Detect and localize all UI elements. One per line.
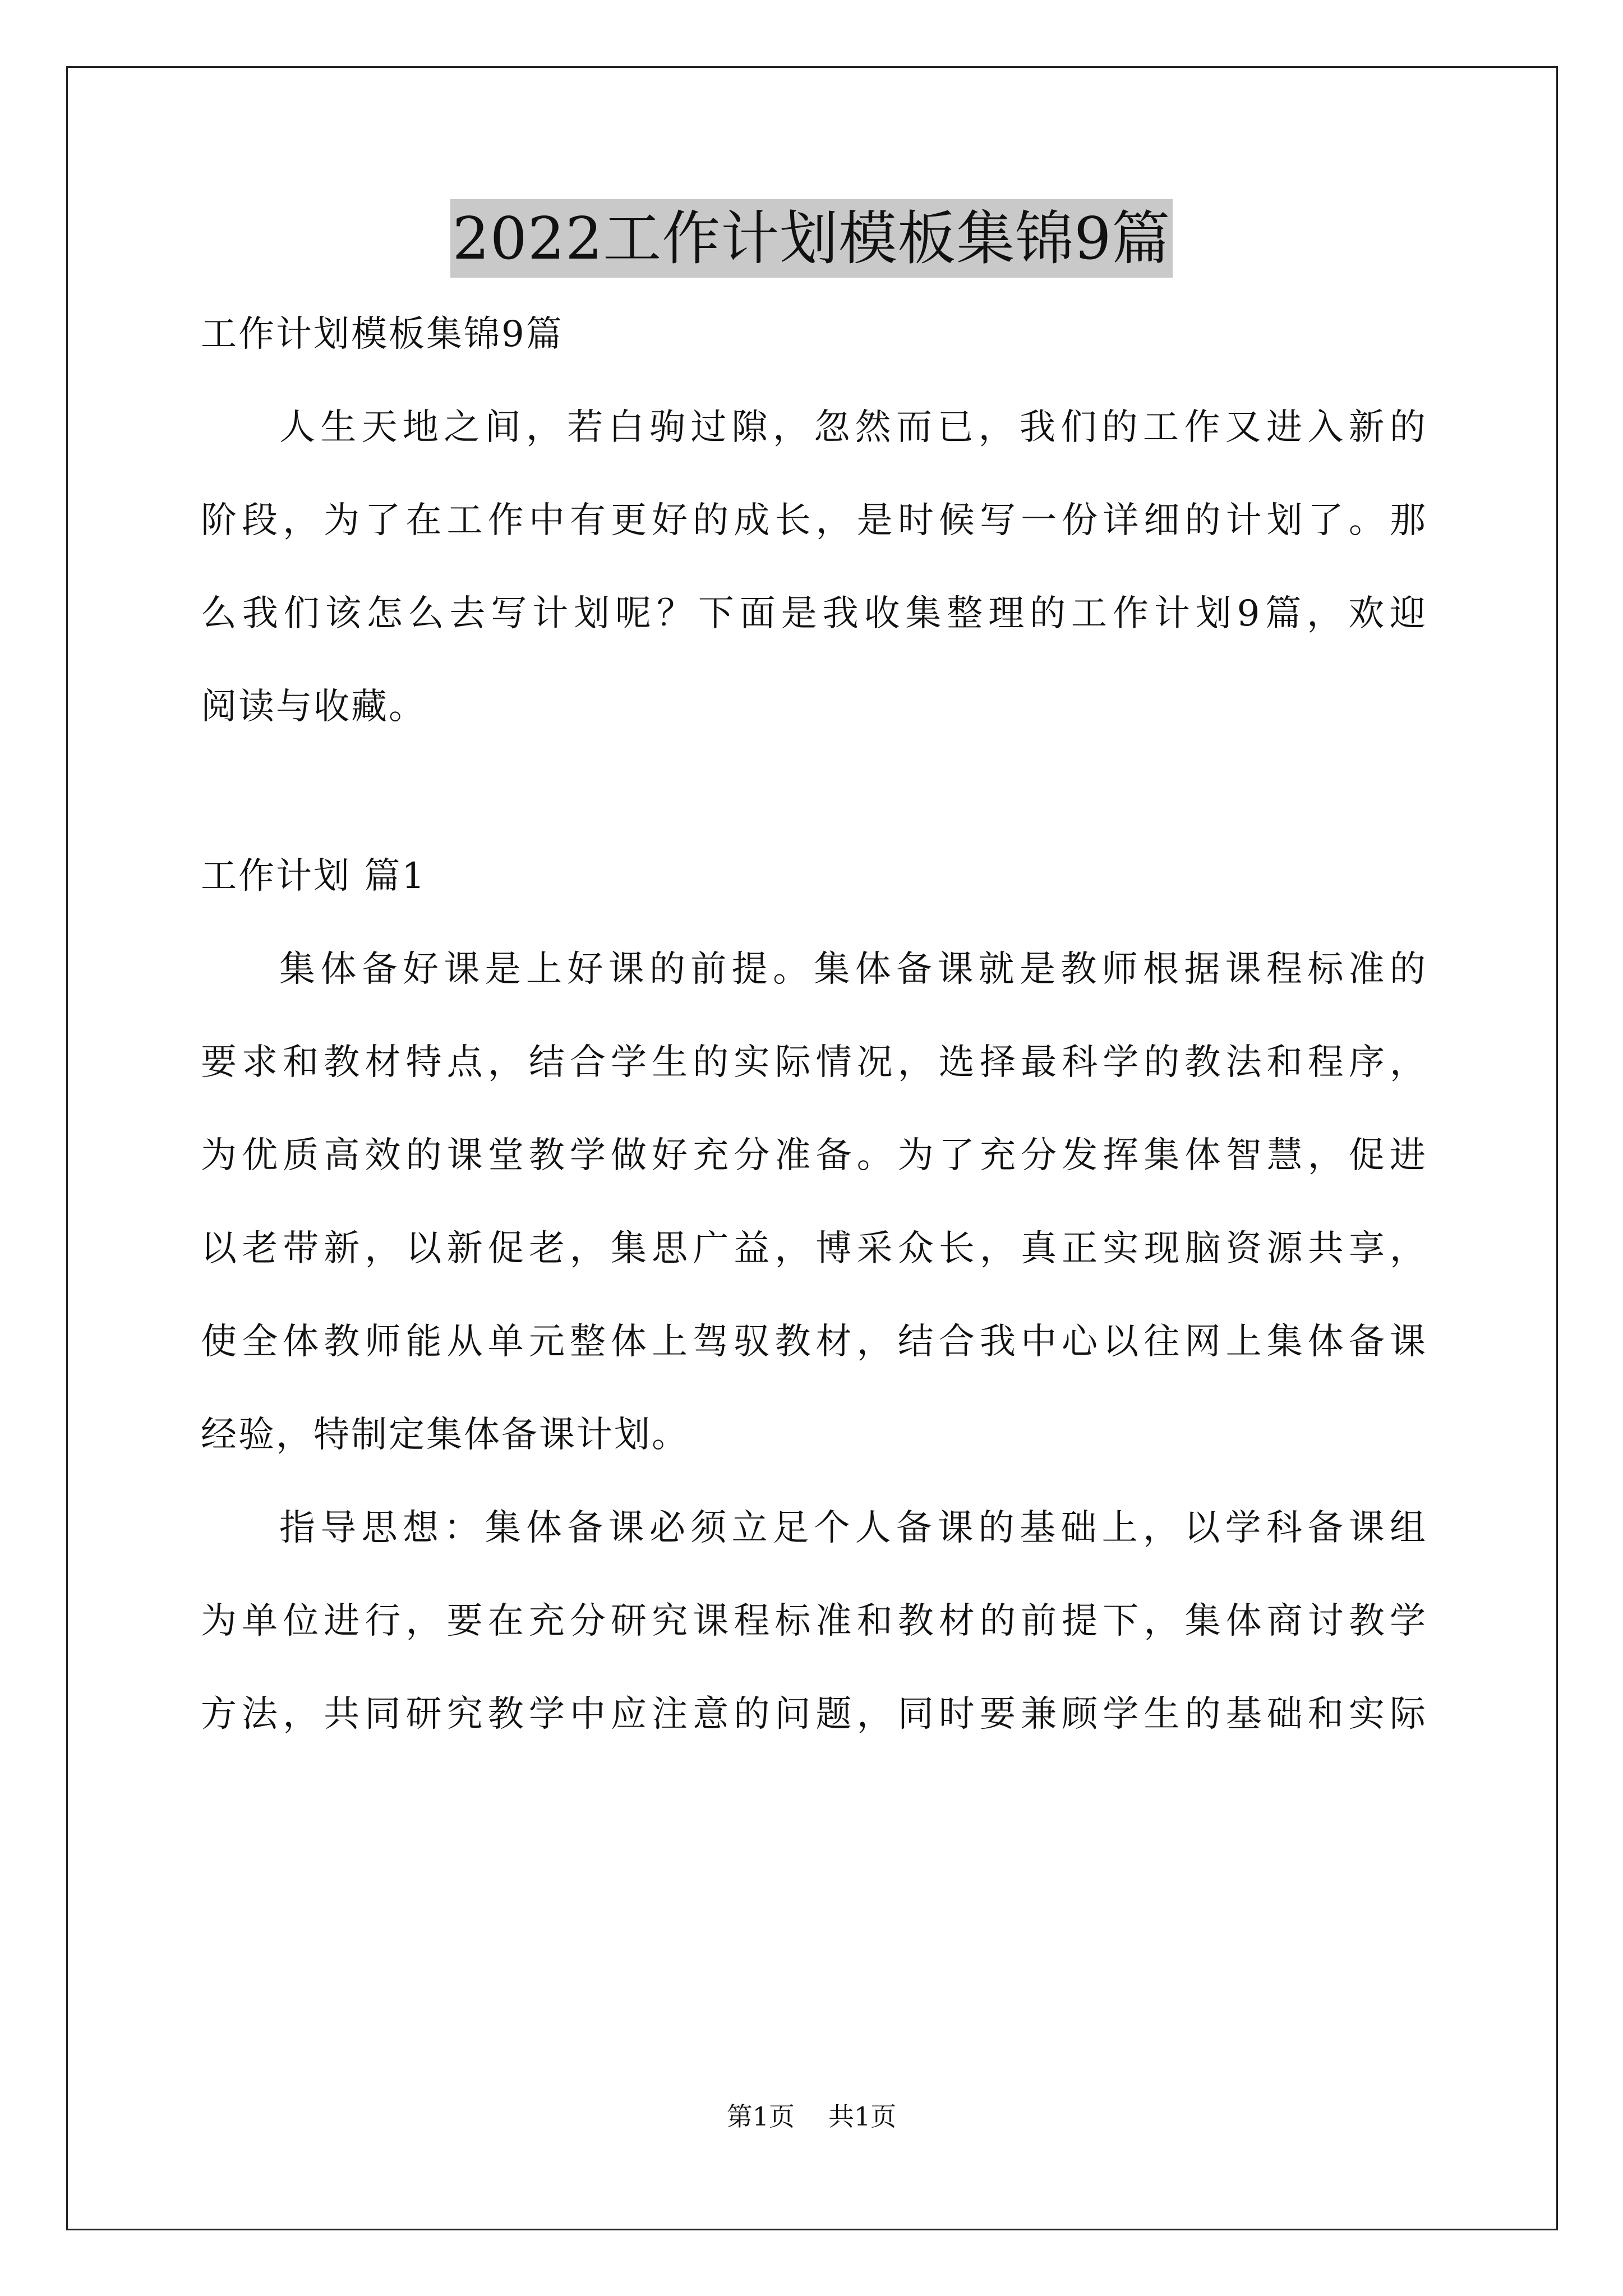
document-subtitle: 工作计划模板集锦9篇: [201, 314, 564, 355]
paragraph-line: 方法，共同研究教学中应注意的问题，同时要兼顾学生的基础和实际: [201, 1694, 1426, 1735]
intro-line: 阶段，为了在工作中有更好的成长，是时候写一份详细的计划了。那: [201, 500, 1426, 541]
intro-line: 人生天地之间，若白驹过隙，忽然而已，我们的工作又进入新的: [279, 407, 1426, 448]
document-title: 2022工作计划模板集锦9篇: [450, 199, 1173, 278]
paragraph-line: 集体备好课是上好课的前提。集体备课就是教师根据课程标准的: [279, 949, 1426, 990]
paragraph-line: 为优质高效的课堂教学做好充分准备。为了充分发挥集体智慧，促进: [201, 1135, 1426, 1176]
page-footer: [0, 2101, 1623, 2132]
section-heading: 工作计划 篇1: [201, 855, 427, 897]
paragraph-line: 要求和教材特点，结合学生的实际情况，选择最科学的教法和程序，: [201, 1042, 1426, 1083]
title-block: [0, 199, 1623, 278]
document-body: [201, 314, 1426, 1787]
page-total: 共1页: [828, 2101, 897, 2132]
intro-line: 阅读与收藏。: [201, 686, 426, 728]
paragraph-line: 经验，特制定集体备课计划。: [201, 1414, 689, 1456]
paragraph-line: 使全体教师能从单元整体上驾驭教材，结合我中心以往网上集体备课: [201, 1321, 1426, 1363]
page-number: 第1页: [726, 2101, 795, 2132]
paragraph-line: 指导思想：集体备课必须立足个人备课的基础上，以学科备课组: [279, 1507, 1426, 1549]
paragraph-line: 为单位进行，要在充分研究课程标准和教材的前提下，集体商讨教学: [201, 1600, 1426, 1642]
intro-line: 么我们该怎么去写计划呢？下面是我收集整理的工作计划9篇，欢迎: [201, 593, 1426, 634]
paragraph-line: 以老带新，以新促老，集思广益，博采众长，真正实现脑资源共享，: [201, 1228, 1426, 1269]
